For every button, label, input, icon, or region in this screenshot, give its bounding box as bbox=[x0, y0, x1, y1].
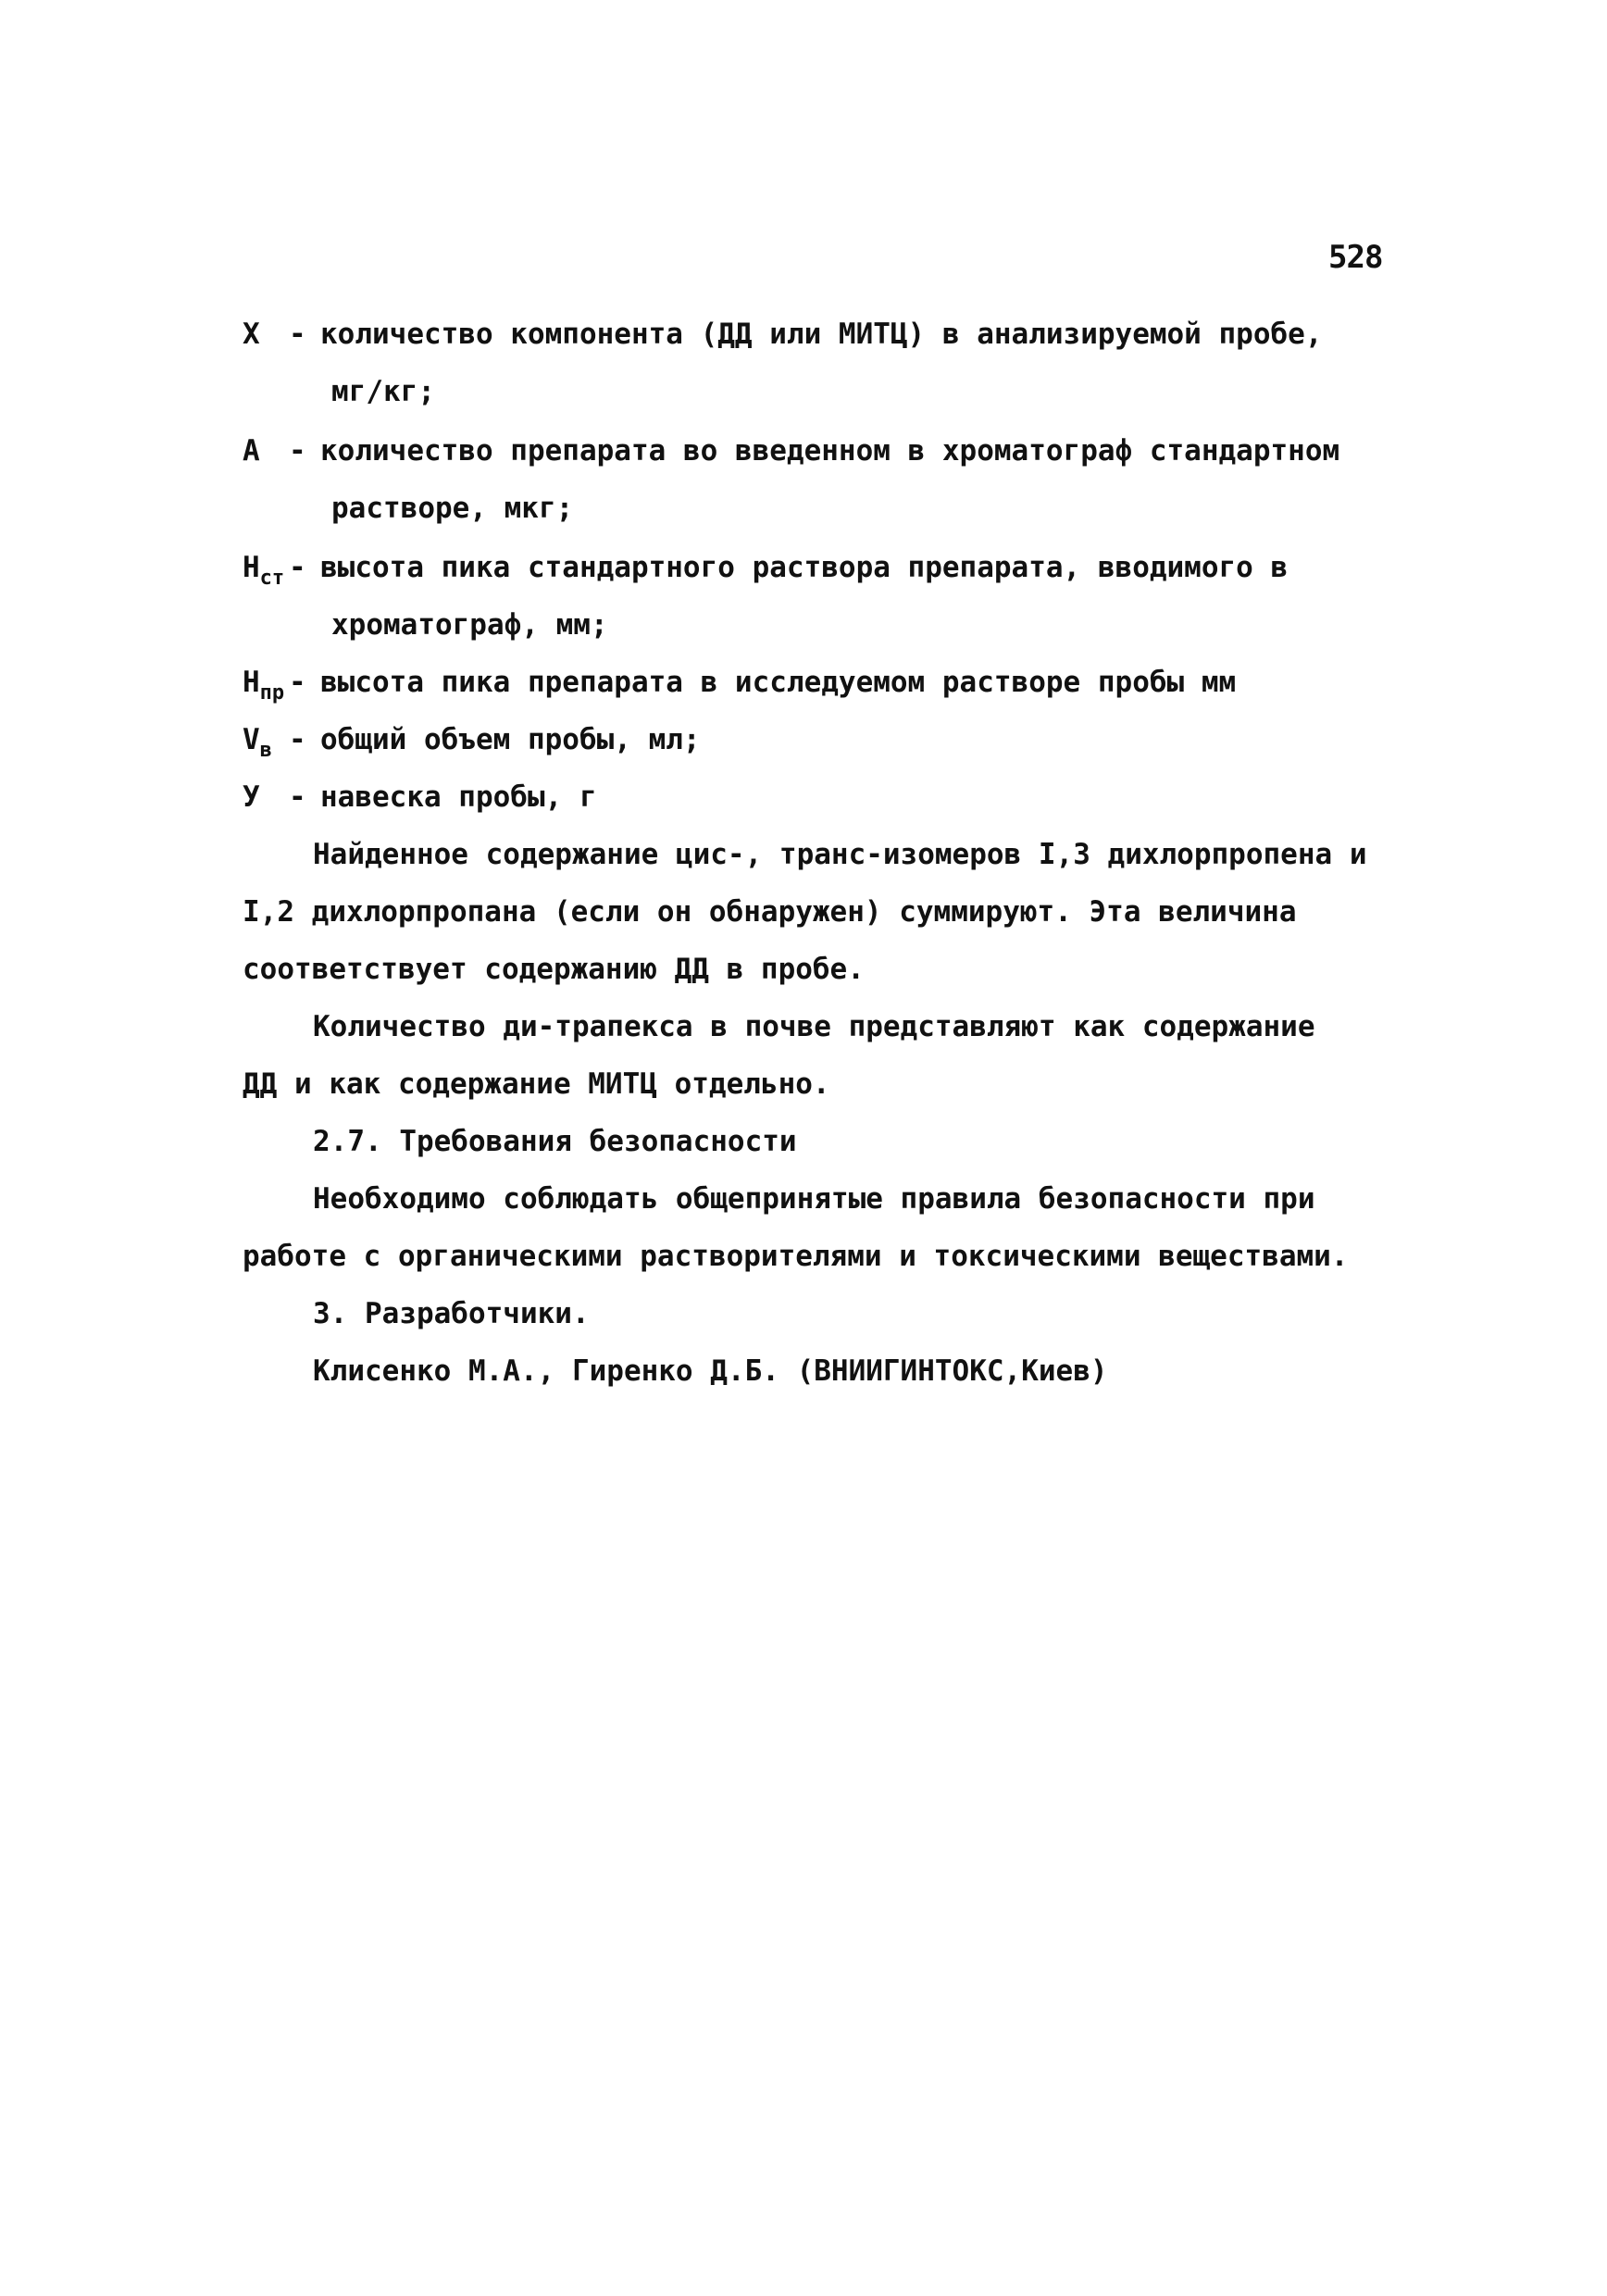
definition-text: количество препарата во введенном в хроматограф стандартном bbox=[320, 434, 1340, 468]
definition-symbol: А bbox=[243, 434, 260, 468]
paragraph-sum-line-1: Найденное содержание цис-, транс-изомеров I,3 дихлорпропена и bbox=[313, 838, 1367, 871]
paragraph-safety-line-2: работе с органическими растворителями и токсическими веществами. bbox=[243, 1240, 1349, 1273]
paragraph-safety-line-1: Необходимо соблюдать общепринятые правила безопасности при bbox=[313, 1182, 1315, 1216]
definition-text: количество компонента (ДД или МИТЦ) в анализируемой пробе, bbox=[320, 318, 1323, 351]
paragraph-sum-line-2: I,2 дихлорпропана (если он обнаружен) суммируют. Эта величина bbox=[243, 895, 1297, 929]
definition-a-cont: растворе, мкг; bbox=[331, 492, 574, 525]
paragraph-ditrapex-line-2: ДД и как содержание МИТЦ отдельно. bbox=[243, 1067, 830, 1101]
definition-v: $V_в$ - общий объем пробы, мл; bbox=[243, 711, 1390, 780]
definition-text: навеска пробы, г bbox=[320, 780, 597, 814]
definition-u: У - навеска пробы, г bbox=[243, 768, 1390, 826]
definition-symbol: У bbox=[243, 780, 260, 814]
definition-a: А - количество препарата во введенном в хроматограф стандартном bbox=[243, 422, 1390, 480]
definition-x: X - количество компонента (ДД или МИТЦ) в анализируемой пробе, bbox=[243, 306, 1390, 363]
definition-h-pr: $H_{пр}$ - высота пика препарата в исследуемом растворе пробы мм bbox=[243, 654, 1390, 722]
definition-text: общий объем пробы, мл; bbox=[320, 723, 701, 756]
definition-x-cont: мг/кг; bbox=[331, 375, 435, 408]
definition-h-st-cont: хроматограф, мм; bbox=[331, 608, 608, 642]
definition-h-st: $H_{ст}$ - высота пика стандартного раствора препарата, вводимого в bbox=[243, 539, 1390, 607]
definition-symbol: $V_в$ bbox=[243, 723, 272, 762]
definition-symbol: $H_{ст}$ bbox=[243, 551, 285, 590]
definition-symbol: X bbox=[243, 318, 260, 351]
definition-text: высота пика препарата в исследуемом растворе пробы мм bbox=[320, 666, 1237, 699]
page-number: 528 bbox=[1328, 239, 1383, 276]
definition-text: высота пика стандартного раствора препарата, вводимого в bbox=[320, 551, 1289, 584]
paragraph-sum-line-3: соответствует содержанию ДД в пробе. bbox=[243, 953, 865, 986]
section-heading-developers: 3. Разработчики. bbox=[313, 1297, 590, 1330]
paragraph-ditrapex-line-1: Количество ди-трапекса в почве представляют как содержание bbox=[313, 1010, 1315, 1043]
developers-list: Клисенко М.А., Гиренко Д.Б. (ВНИИГИНТОКС,Киев) bbox=[313, 1354, 1108, 1388]
definition-symbol: $H_{пр}$ bbox=[243, 666, 285, 705]
section-heading-safety: 2.7. Требования безопасности bbox=[313, 1125, 797, 1158]
